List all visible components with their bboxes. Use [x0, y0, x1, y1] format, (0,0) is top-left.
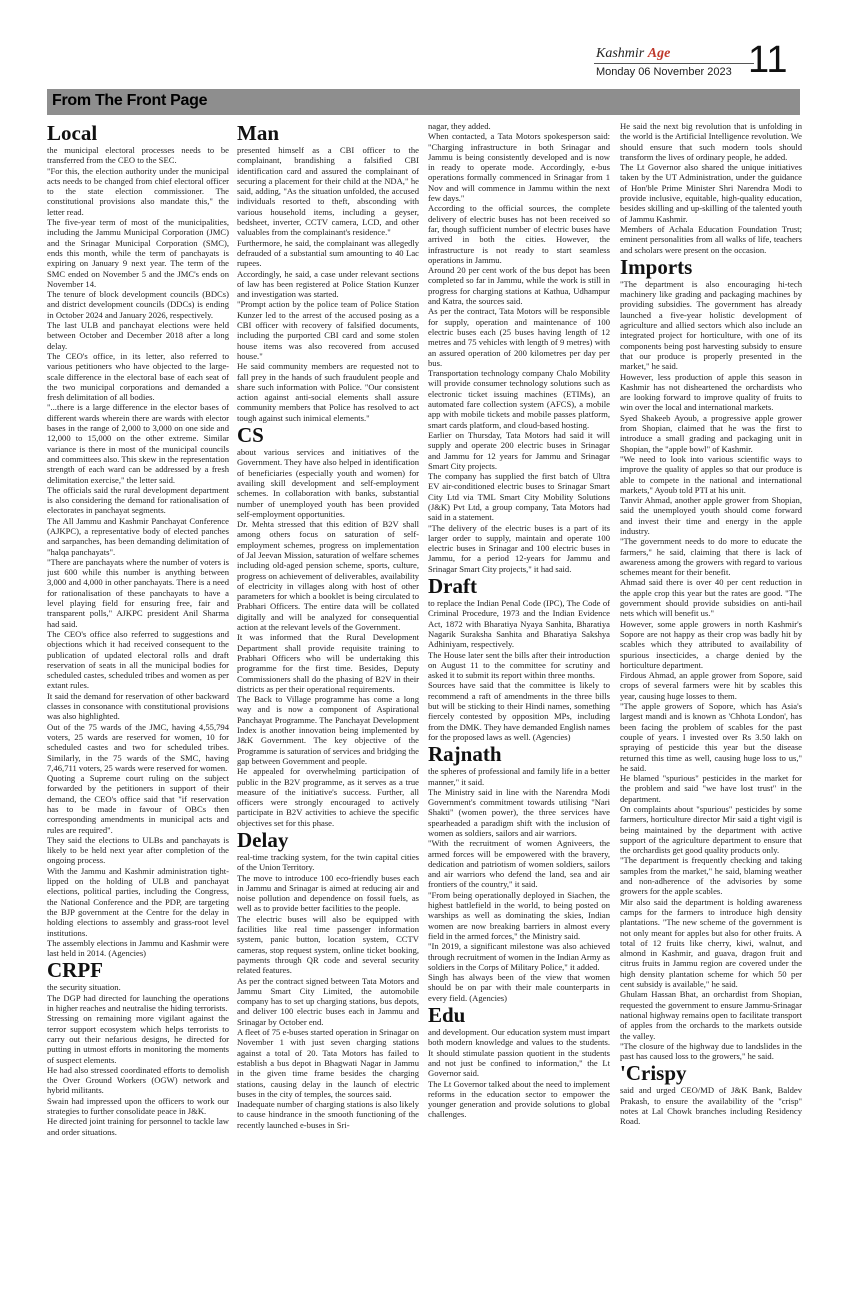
story-paragraph: Out of the 75 wards of the JMC, having 4,55,794 voters, 25 wards are reserved for women, 10 for scheduled castes and two for scheduled tribes. Similarly, in the 75 wards of the SMC, having 7,46,711 voters, 25 wards were reserved for women.	[47, 721, 229, 773]
story-paragraph: On complaints about "spurious" pesticides by some farmers, horticulture director Mir said a tight vigil is being maintained by the department with active support of the agriculture department to ensure that the orchardists get good quality products only.	[620, 804, 802, 856]
story-paragraph: Members of Achala Education Foundation Trust; eminent personalities from all walks of life, teachers and scholars were present on the occasion.	[620, 223, 802, 255]
story-paragraph: The move to introduce 100 eco-friendly buses each in Jammu and Srinagar is aimed at reducing air and noise pollution and dependence on fossil fuels, as well as to provide better facilities to the people.	[237, 872, 419, 914]
news-story	[237, 122, 419, 423]
section-title: From The Front Page	[52, 92, 208, 109]
story-paragraph: They said the elections to ULBs and panchayats is likely to be held next year after completion of the ongoing process.	[47, 834, 229, 866]
news-story	[47, 959, 229, 1136]
story-headline: CS	[237, 423, 264, 448]
section-header-bar	[47, 89, 800, 115]
news-story	[428, 575, 610, 742]
story-paragraph: "There are panchayats where the number of voters is just 600 while this number is anything between 3,000 and 4,000 in other panchayats. There is a need for rationalisation of these panchayats to have a level playing field for ensuring free, fair and transparent polls," AJKPC president Anil Sharma had said.	[47, 556, 229, 629]
story-paragraph: Dr. Mehta stressed that this edition of B2V shall among others focus on saturation of self-employment schemes, progress on implementation of Jal Jeevan Mission, saturation of welfare schemes including old-aged pension scheme, sports, culture, progress on achievement of deliverables, availability of electricity in villages along with host of other parameters for which a booklet is being circulated to Prabhari Officers. The entire data will be collated digitally and will be analyzed for consequential action at the relevant levels of the Government.	[237, 519, 419, 633]
masthead-brand-name: Kashmir	[596, 46, 645, 61]
story-paragraph: Ghulam Hassan Bhat, an orchardist from Shopian, requested the government to ensure Jammu-Srinagar national highway remains open to facilitate transport of apples from the orchards to the markets outside the valley.	[620, 989, 802, 1041]
story-paragraph: The Lt Governor also shared the unique initiatives taken by the UT Administration, under the guidance of Hon'ble Prime Minister Shri Narendra Modi to provide inclusive, equitable, high-quality education, besides skilling and up-skilling of the talented youth of Jammu Kashmir.	[620, 162, 802, 224]
story-paragraph: As per the contract signed between Tata Motors and Jammu Smart City Limited, the automobile company has to set up charging stations, bus depots, and deliver 100 electric buses each in Jammu and Srinagar by October end.	[237, 975, 419, 1027]
story-paragraph: "The department is frequently checking and taking samples from the market," he said, blaming weather and non-adherence of the advisories by some growers for the apple scables.	[620, 855, 802, 897]
story-paragraph: The DGP had directed for launching the operations in higher reaches and neutralise the hiding terrorists.	[47, 992, 229, 1014]
story-paragraph: Around 20 per cent work of the bus depot has been completed so far in Jammu, while the work is still in progress for charging stations at Kathua, Udhampur and Katra, the sources said.	[428, 265, 610, 307]
story-paragraph: Earlier on Thursday, Tata Motors had said it will supply and operate 200 electric buses in Srinagar and Jammu for 12 years for Jammu and Srinagar Smart City projects.	[428, 429, 610, 471]
story-paragraph: "Prompt action by the police team of Police Station Kunzer led to the arrest of the accused posing as a CBI officer with recovery of falsified documents, including the purported CBI card and some stolen house items was also recovered from accused house."	[237, 299, 419, 361]
story-paragraph: However, some apple growers in north Kashmir's Sopore are not happy as their crop was badly hit by scables which they attributed to availability of spurious insecticides, a charge denied by the horticulture department.	[620, 618, 802, 670]
story-paragraph: nagar, they added.	[428, 121, 491, 131]
story-paragraph: Tanvir Ahmad, another apple grower from Shopian, said the unemployed youth should come forward and invest their time and energy in the apple industry.	[620, 495, 802, 536]
article-column-1	[47, 121, 229, 1271]
story-paragraph: According to the official sources, the complete delivery of electric buses has not been received so far, though sufficient number of electric buses have arrived in both the cities. However, the infrastructure is not ready to start seamless operations in Jammu.	[428, 203, 610, 265]
story-paragraph: The CEO's office, in its letter, also referred to various petitioners who have objected to the large-scale difference in the electoral base of each seat of the two municipal corporations and demanded a fresh delimitation of all bodies.	[47, 350, 229, 403]
story-paragraph: He appealed for overwhelming participation of public in the B2V programme, as it serves as a true measure of the initiative's success. Further, all officers were strongly encouraged to actively participate in B2V activities to achieve the specific objectives set for this phase.	[237, 766, 419, 828]
story-headline: Rajnath	[428, 742, 502, 767]
article-column-3	[428, 121, 610, 1271]
story-paragraph: the municipal electoral processes needs to be transferred from the CEO to the SEC.	[47, 145, 229, 166]
story-paragraph: The Lt Governor talked about the need to implement reforms in the education sector to empower the younger generation and provide solutions to global challenges.	[428, 1078, 610, 1120]
article-column-4	[620, 121, 802, 1271]
story-paragraph: presented himself as a CBI officer to the complainant, brandishing a falsified CBI identification card and assured the complainant of securing a placement for their child at the NDA," he said, adding, "As the situation unfolded, the accused individuals resorted to theft, absconding with various household items, including a geyser, bedsheet, inverter, CCTV camera, LCD, and other valuables from the complainant's residence."	[237, 145, 419, 238]
masthead-brand-suffix: Age	[647, 46, 671, 61]
story-paragraph: "The delivery of the electric buses is a part of its larger order to supply, maintain and operate 100 electric buses in Srinagar and 100 electric buses in Jammu, for a period 12-years for Jammu and Srinagar Smart City projects," it had said.	[428, 522, 610, 574]
story-paragraph: A fleet of 75 e-buses started operation in Srinagar on November 1 with just seven charging stations against a total of 20. Tata Motors has failed to establish a bus depot in Bhagwati Nagar in Jammu in the given time frame besides the charging stations, causing delay in the launch of electric buses in the city of temples, the sources said.	[237, 1027, 419, 1099]
masthead-brand	[596, 46, 670, 62]
news-story	[428, 1004, 610, 1120]
story-paragraph: the spheres of professional and family life in a better manner," it said.	[428, 766, 610, 787]
story-paragraph: "The government needs to do more to educate the farmers," he said, claiming that there is lack of awareness among the growers with regard to various schemes meant for their benefit.	[620, 536, 802, 578]
story-paragraph: Swain had impressed upon the officers to work our strategies to further consolidate peace in J&K.	[47, 1095, 229, 1117]
story-paragraph: He directed joint training for personnel to tackle law and order situations.	[47, 1116, 229, 1137]
story-headline: 'Crispy	[620, 1061, 687, 1086]
masthead-rule	[594, 63, 754, 64]
story-paragraph: and development. Our education system must impart both modern knowledge and values to the students. It should stimulate passion quotient in the students and not just be confined to information," the Lt Governor said.	[428, 1027, 610, 1079]
story-paragraph: Singh has always been of the view that women should be on par with their male counterparts in every field. (Agencies)	[428, 972, 610, 1003]
story-paragraph: When contacted, a Tata Motors spokesperson said: "Charging infrastructure in both Srinagar and Jammu is being consistently developed and is now in ready to operate mode. Accordingly, e-bus operations formally commenced in Srinagar from 1 Nov and will commence in Jammu within the next few days."	[428, 131, 610, 204]
story-paragraph: The last ULB and panchayat elections were held between October and December 2018 after a long delay.	[47, 320, 229, 351]
news-story	[620, 1062, 802, 1126]
story-paragraph: He said the next big revolution that is unfolding in the world is the Artificial Intelligence revolution. We should ensure that such modern tools should transform the lives of ordinary people, he added.	[620, 121, 802, 162]
story-paragraph: "In 2019, a significant milestone was also achieved through recruitment of women in the Indian Army as soldiers in the Corps of Military Police," it added.	[428, 941, 610, 972]
story-paragraph: "For this, the election authority under the municipal acts needs to be changed from chief electoral officer to the state election commissioner. The constitutional provisions also mandate this," the letter read.	[47, 165, 229, 217]
story-paragraph: Furthermore, he said, the complainant was allegedly defrauded of a substantial sum amounting to 40 Lac rupees.	[237, 237, 419, 269]
story-paragraph: "From being operationally deployed in Siachen, the highest battlefield in the world, to being posted on warships as well as dominating the skies, Indian women are now breaking barriers in almost every field in the armed forces," the Ministry said.	[428, 889, 610, 941]
story-paragraph: The Back to Village programme has come a long way and is now a component of Aspirational Panchayat Programme. The Panchayat Development Index is another innovation being implemented by J&K Government. The key objective of the Programme is saturation of services and bridging the gap between Government and people.	[237, 694, 419, 766]
story-headline: Man	[237, 121, 279, 145]
story-paragraph: Transportation technology company Chalo Mobility will provide consumer technology solutions such as electronic ticket issuing machines (ETIMs), an automated fare collection system (AFCS), a mobile app with mobile tickets and mobile passes platform, smart cards platform, and cloud-based hosting.	[428, 368, 610, 430]
story-paragraph: He said community members are requested not to fall prey in the hands of such fraudulent people and share such information with Police. "Our consistent action against anti-social elements shall assure community members that Police has resolved to act tough against such inimical elements."	[237, 361, 419, 423]
news-story	[620, 121, 802, 255]
story-paragraph: real-time tracking system, for the twin capital cities of the Union Territory.	[237, 852, 419, 873]
story-paragraph: He blamed "spurious" pesticides in the market for the problem and said "we have lost trust" in the department.	[620, 773, 802, 804]
story-paragraph: "We need to look into various scientific ways to improve the quality of apples so that our produce is able to compete in the national and international markets," Ayoub told PTI at his unit.	[620, 453, 802, 495]
story-paragraph: Ahmad said there is over 40 per cent reduction in the apple crop this year but the rates are good. "The government should provide subsidies on anti-hail nets which will benefit us."	[620, 577, 802, 619]
story-paragraph: The electric buses will also be equipped with facilities like real time passenger information system, panic button, location system, CCTV cameras, stop request system, online ticket booking, payments through QR code and several security related features.	[237, 913, 419, 976]
story-paragraph: said and urged CEO/MD of J&K Bank, Baldev Prakash, to ensure the availability of the "crisp" notes at Lal Chowk branches including Residency Road.	[620, 1085, 802, 1127]
story-paragraph: The All Jammu and Kashmir Panchayat Conference (AJKPC), a representative body of elected panches and sarpanches, has been demanding delimitation of "halqa panchayats".	[47, 515, 229, 557]
story-headline: Imports	[620, 254, 693, 279]
story-paragraph: The Ministry said in line with the Narendra Modi Government's commitment towards utilising "Nari Shakti" (women power), the three services have spearheaded a paradigm shift with the inclusion of women as soldiers, sailors and air warriors.	[428, 786, 610, 838]
story-paragraph: the security situation.	[47, 982, 121, 993]
story-paragraph: With the Jammu and Kashmir administration tight-lipped on the holding of ULB and panchayat elections, political parties, including the Congress, the National Conference and the PDP, are targeting the BJP government at the Centre for the delay in holding elections to assembly and grass-root level institutions.	[47, 865, 229, 938]
news-story	[237, 829, 419, 1130]
story-paragraph: The officials said the rural development department is also considering the demand for rationalisation of electorates in panchayat segments.	[47, 484, 229, 516]
story-headline: CRPF	[47, 958, 103, 983]
news-story	[428, 121, 610, 574]
news-story	[237, 424, 419, 828]
story-paragraph: The tenure of block development councils (BDCs) and district development councils (DDCs) is ending in October 2024 and January 2026, respectively.	[47, 289, 229, 320]
news-story	[620, 256, 802, 1062]
story-headline: Delay	[237, 828, 289, 852]
story-paragraph: "The closure of the highway due to landslides in the past has caused loss to the growers," he said.	[620, 1040, 802, 1062]
story-headline: Local	[47, 121, 98, 145]
story-paragraph: "With the recruitment of women Agniveers, the armed forces will be empowered with the bravery, dedication and patriotism of women soldiers, sailors and air warriors who defend the land, sea and air frontiers of the country," it said.	[428, 838, 610, 890]
news-story	[47, 122, 229, 958]
story-paragraph: Stressing on remaining more vigilant against the terror support ecosystem which helps terrorists to carry out their nefarious designs, he directed for putting in utmost efforts in monitoring the moments of suspect elements.	[47, 1013, 229, 1065]
story-paragraph: Inadequate number of charging stations is also likely to cause hindrance in the smooth functioning of the recently launched e-buses in Sri-	[237, 1099, 419, 1130]
story-paragraph: Syed Shakeeb Ayoub, a progressive apple grower from Shopian, claimed that he was the first to introduce a small grading and packaging unit in Shopian, the "apple bowl" of Kashmir.	[620, 412, 802, 454]
story-paragraph: about various services and initiatives of the Government. They have also helped in identification of beneficiaries (especially youth and women) for availing skill development and self-employment schemes. In collaboration with banks, substantial number of unemployed youth has been provided self-employment opportunities.	[237, 447, 419, 519]
article-column-2	[237, 121, 419, 1271]
story-headline: Edu	[428, 1003, 466, 1028]
story-paragraph: The House later sent the bills after their introduction on August 11 to the committee for scrutiny and asked it to submit its report within three months.	[428, 649, 610, 681]
story-paragraph: It said the demand for reservation of other backward classes in consonance with constitutional provisions was also highlighted.	[47, 690, 229, 722]
story-paragraph: "The department is also encouraging hi-tech machinery like grading and packaging machines by providing subsidies. The government has already launched a five-year holistic development of agriculture and allied sectors which also include an integrated project for horticulture, with one of its components being post harvesting subsidy to ensure that our produce is properly presented in the market," he said.	[620, 278, 802, 372]
story-paragraph: He had also stressed coordinated efforts to demolish the Over Ground Workers (OGW) network and hybrid militants.	[47, 1064, 229, 1096]
story-paragraph: The five-year term of most of the municipalities, including the Jammu Municipal Corporation (JMC) and the Srinagar Municipal Corporation (SMC), ends this month, while the term of panchayats is expiring on January 9 next year. The term of the SMC ended on November 5 and the JMC's ends on November 14.	[47, 217, 229, 289]
story-paragraph: The assembly elections in Jammu and Kashmir were last held in 2014. (Agencies)	[47, 937, 229, 959]
story-paragraph: Quoting a Supreme court ruling on the subject forwarded by the petitioners in support of their demand, the CEO's office said that "if reservation has to be made in favour of OBCs then corresponding amendments in municipal acts and rules are required".	[47, 773, 229, 835]
story-paragraph: Mir also said the department is holding awareness camps for the farmers to introduce high density plantations. "The new scheme of the government is not only meant for apples but also for other fruits. A total of 12 fruits like cherry, kiwi, walnut, and almond in Kashmir, and guava, dragon fruit and citrus fruits in Jammu region are covered under the high density plantation scheme for which 50 per cent subsidy is available," he said.	[620, 896, 802, 990]
news-story	[428, 743, 610, 1003]
story-paragraph: "...there is a large difference in the elector bases of different wards wherein there are wards with elector bases in the range of 2,000 to 3,000 on one side and 12,000 to 15,000 on the other extreme. Similar variance is there in most of the municipal councils and committees also. This skew in the representation strength of each ward can be addressed by a fresh delimitation exercise," the letter said.	[47, 402, 229, 485]
story-paragraph: As per the contract, Tata Motors will be responsible for supply, operation and maintenance of 100 electric buses each (25 buses having length of 12 metres and 75 vehicles with length of 9 metres) with an assured operation of 200 kilometres per day per bus.	[428, 306, 610, 368]
story-paragraph: It was informed that the Rural Development Department shall provide requisite training to Prabhari Officers who will be undertaking this programme for the first time. Besides, Deputy Commissioners shall do the phasing of B2V in their districts as per their operational requirements.	[237, 632, 419, 694]
story-paragraph: Sources have said that the committee is likely to recommend a raft of amendments in the three bills but will be sticking to their Hindi names, something fiercely contested by opposition MPs, including from the DMK. They have demanded English names for the proposed laws as well. (Agencies)	[428, 680, 610, 742]
story-paragraph: Accordingly, he said, a case under relevant sections of law has been registered at Police Station Kunzer and investigation was started.	[237, 268, 419, 300]
story-paragraph: The CEO's office also referred to suggestions and objections which it had received consequent to the publication of updated electoral rolls and draft reservation of seats in all the municipal bodies for scheduled castes, scheduled tribes and women as per extant rules.	[47, 628, 229, 691]
story-paragraph: Firdous Ahmad, an apple grower from Sopore, said crops of several farmers were hit by scables this year, causing huge losses to them.	[620, 670, 802, 701]
story-paragraph: However, less production of apple this season in Kashmir has not disheartened the orchardists who are looking forward to improve quality of fruits to win over the local and international markets.	[620, 371, 802, 413]
story-headline: Draft	[428, 574, 477, 599]
masthead-date: Monday 06 November 2023	[596, 66, 732, 78]
story-paragraph: The company has supplied the first batch of Ultra EV air-conditioned electric buses to Srinagar Smart City Ltd via TML Smart City Mobility Solutions (J&K) Pvt Ltd, a group company, Tata Motors had said in a statement.	[428, 471, 610, 523]
story-paragraph: "The apple growers of Sopore, which has Asia's largest mandi and is known as 'Chhota London', has been facing the problem of scables for the past couple of years. I invested over Rs 3.50 lakh on spraying of pesticide this year but the disease returned this time as well, causing huge loss to us," he said.	[620, 701, 802, 773]
story-paragraph: to replace the Indian Penal Code (IPC), The Code of Criminal Procedure, 1973 and the Indian Evidence Act, 1872 with Bharatiya Nyaya Sanhita, Bharatiya Nagarik Suraksha Sanhita and Bharatiya Sakshya Adhiniyam, respectively.	[428, 598, 610, 650]
page-number: 11	[748, 39, 788, 81]
